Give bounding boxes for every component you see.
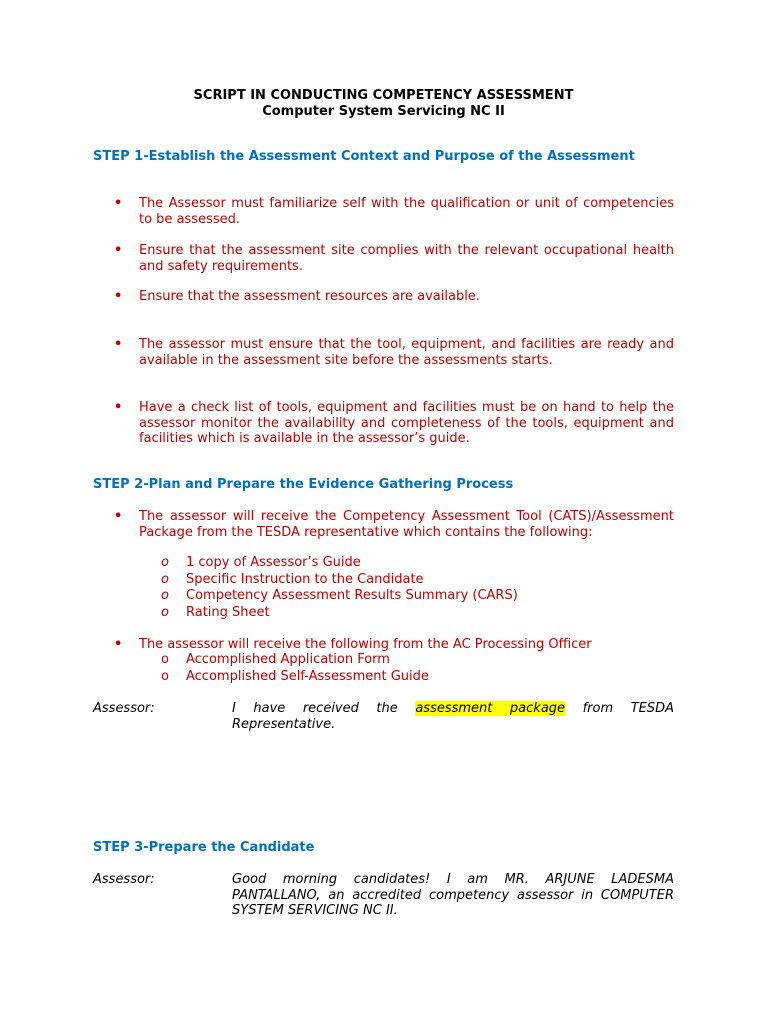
bullet-text: The assessor will receive the Competency Assessment Tool (CATS)/Assessment Package from the TESDA representative which contains the following: [139,509,674,540]
step-2-heading: STEP 2-Plan and Prepare the Evidence Gathering Process [93,477,514,492]
bullet-icon: • [114,637,123,652]
step-3-heading: STEP 3-Prepare the Candidate [93,840,315,855]
list-item [93,555,674,572]
dialogue-text-after: from TESDA Representative. [232,701,674,732]
bullet-text: Ensure that the assessment site complies with the relevant occupational health and safety requirements. [139,243,674,274]
sub-bullet-icon: o [161,652,169,667]
sub-item-text: Accomplished Application Form [186,652,390,667]
bullet-text: The assessor will receive the following from the AC Processing Officer [139,637,592,652]
dialogue-text: Good morning candidates! I am MR. ARJUNE LADESMA PANTALLANO, an accredited competency assessor in COMPUTER SYSTEM SERVICING NC II. [232,872,674,918]
dialogue-text-before: I have received the [232,701,416,716]
dialogue-text [232,701,674,732]
package-contents-list [93,555,674,621]
processing-officer-list [93,652,674,685]
document-title [93,88,674,119]
sub-item-text: Specific Instruction to the Candidate [186,571,424,587]
bullet-text: Ensure that the assessment resources are available. [139,289,480,304]
list-item [93,605,674,622]
bullet-icon: • [114,243,123,258]
bullet-icon: • [114,289,123,304]
sub-item-text: 1 copy of Assessor’s Guide [186,555,361,570]
bullet-text: The assessor must ensure that the tool, equipment, and facilities are ready and available in the assessment site before the assessments starts. [139,337,674,368]
sub-item-text: Accomplished Self-Assessment Guide [186,668,429,684]
highlighted-phrase: assessment package [415,701,566,716]
sub-bullet-icon: o [161,555,169,570]
list-item [93,652,674,669]
bullet-icon: • [114,196,123,211]
speaker-label: Assessor: [93,872,155,887]
bullet-icon: • [114,509,123,524]
sub-item-text: Rating Sheet [186,604,270,620]
list-item [93,572,674,589]
list-item [93,588,674,605]
sub-bullet-icon: o [161,604,169,620]
sub-bullet-icon: o [161,588,169,603]
title-line-2: Computer System Servicing NC II [262,103,505,119]
sub-bullet-icon: o [161,571,169,587]
title-line-1: SCRIPT IN CONDUCTING COMPETENCY ASSESSMENT [193,88,574,103]
speaker-label: Assessor: [93,701,155,716]
bullet-icon: • [114,337,123,352]
sub-bullet-icon: o [161,668,169,684]
bullet-text: The Assessor must familiarize self with the qualification or unit of competencies to be assessed. [139,196,674,227]
bullet-icon: • [114,400,123,415]
list-item [93,669,674,686]
sub-item-text: Competency Assessment Results Summary (CARS) [186,588,518,603]
step-1-heading: STEP 1-Establish the Assessment Context and Purpose of the Assessment [93,149,635,164]
bullet-text: Have a check list of tools, equipment and facilities must be on hand to help the assessor monitor the availability and completeness of the tools, equipment and facilities which is available in the assessor’s guide. [139,400,674,446]
